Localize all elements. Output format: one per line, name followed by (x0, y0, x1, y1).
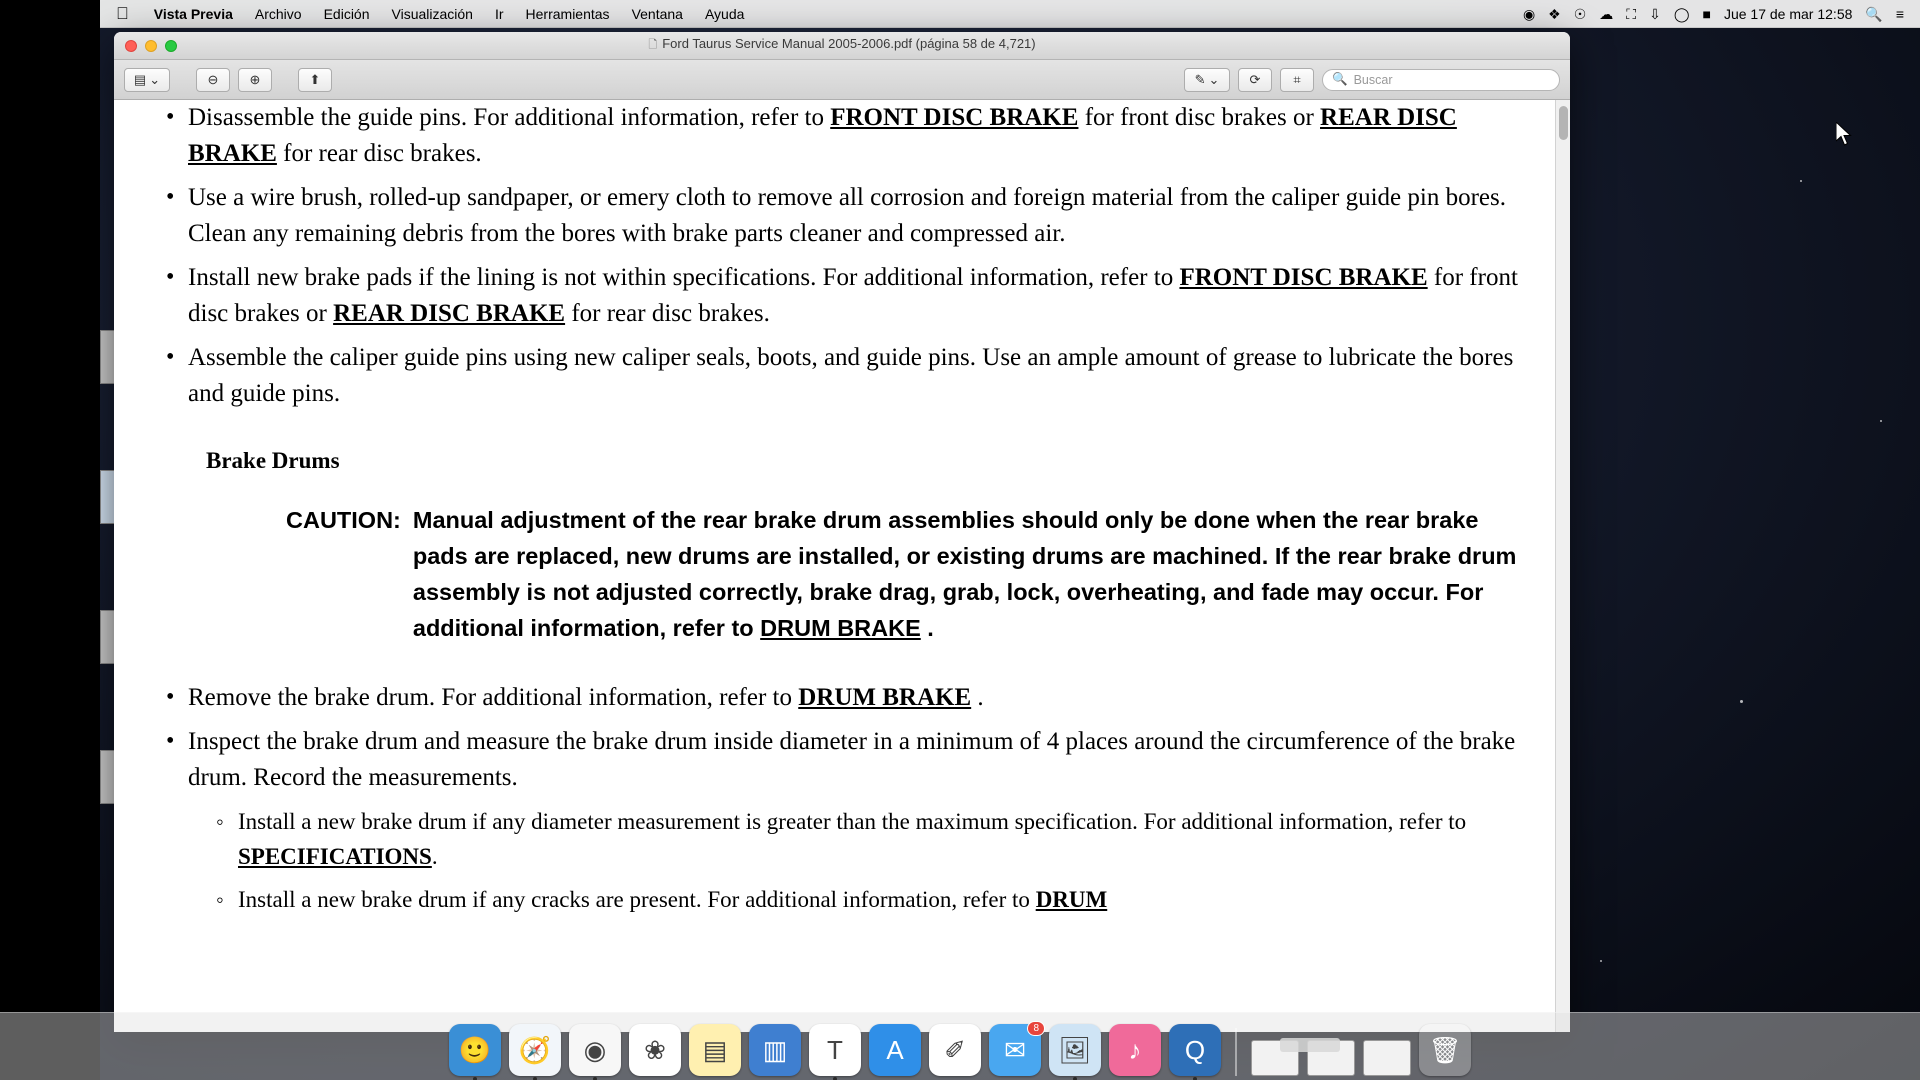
section-heading: Brake Drums (206, 448, 340, 473)
menu-bar (100, 0, 1920, 28)
text-run: for rear disc brakes. (276, 140, 482, 167)
window-content (114, 100, 1570, 1032)
chevron-down-icon: ⌄ (149, 71, 161, 87)
cross-reference-link[interactable]: DRUM (1035, 887, 1108, 912)
textedit-icon[interactable] (809, 1024, 861, 1076)
screen-icon[interactable]: ⛶ (1626, 5, 1637, 22)
text-run: Remove the brake drum. For additional information, refer to (188, 684, 799, 711)
dock-badge: 8 (1027, 1021, 1045, 1036)
cross-reference-link[interactable]: FRONT DISC BRAKE (1179, 264, 1428, 291)
window-title-text: Ford Taurus Service Manual 2005-2006.pdf (página 58 de 4,721) (662, 36, 1036, 51)
notification-center-icon[interactable]: ≡ (1895, 5, 1904, 22)
menu-item-archivo[interactable]: Archivo (242, 5, 289, 22)
text-run: Disassemble the guide pins. For additional information, refer to (188, 104, 831, 131)
window-title (114, 36, 1570, 55)
chrome-icon[interactable] (569, 1024, 621, 1076)
bullet-item (158, 340, 1524, 412)
menu-item-edicion[interactable]: Edición (310, 5, 357, 22)
share-button[interactable] (298, 68, 332, 92)
dock-icon-glyph: ▥ (762, 1034, 788, 1065)
crop-icon: ⌗ (1293, 71, 1301, 87)
bluetooth-icon[interactable]: ⇩ (1649, 5, 1661, 22)
shield-icon[interactable]: ☉ (1573, 5, 1587, 22)
pages-icon[interactable] (929, 1024, 981, 1076)
text-run: for rear disc brakes. (565, 300, 770, 327)
menu-item-vista-previa[interactable]: Vista Previa (141, 5, 221, 22)
text-run: for front disc brakes or (1078, 104, 1321, 131)
menu-item-visualizacion[interactable]: Visualización (378, 5, 461, 22)
text-run: . (971, 684, 984, 711)
markup-button[interactable] (1184, 68, 1230, 92)
text-run: Install new brake pads if the lining is not within specifications. For additional information, refer to (188, 264, 1180, 291)
wifi-icon[interactable]: ◯ (1673, 5, 1690, 22)
text-run: . (920, 615, 934, 641)
mail-icon[interactable] (989, 1024, 1041, 1076)
chevron-down-icon: ⌄ (1208, 71, 1220, 87)
bullet-item (158, 680, 1524, 716)
dock-icon-glyph: 🖼 (1058, 1034, 1092, 1065)
crop-button[interactable] (1280, 68, 1314, 92)
sub-bullet-list (210, 804, 1524, 917)
qbittorrent-icon[interactable] (1169, 1024, 1221, 1076)
bullet-list-bottom (158, 680, 1524, 796)
dropbox-icon[interactable]: ❖ (1548, 5, 1561, 22)
preview-window (114, 32, 1570, 1032)
zoom-out-button[interactable] (196, 68, 230, 92)
menu-bar-status-area (1523, 6, 1920, 22)
pdf-page-content (158, 100, 1524, 917)
share-icon: ⬆ (309, 71, 321, 87)
text-run: Install a new brake drum if any cracks are present. For additional information, refer to (238, 887, 1036, 912)
appstore-icon[interactable] (869, 1024, 921, 1076)
sub-bullet-item (210, 804, 1524, 874)
dock-icon-glyph: ♪ (1128, 1034, 1142, 1065)
menu-bar-clock[interactable]: Jue 17 de mar 12:58 (1723, 5, 1853, 22)
markup-pen-icon: ✎ (1194, 71, 1206, 87)
cross-reference-link[interactable]: DRUM BRAKE (760, 615, 921, 641)
bullet-item (158, 180, 1524, 252)
apple-icon[interactable] (100, 5, 143, 22)
zoom-in-button[interactable] (238, 68, 272, 92)
scrollbar-thumb[interactable] (1559, 106, 1568, 140)
text-run: Install a new brake drum if any diameter measurement is greater than the maximum specification. For additional information, refer to (238, 809, 1467, 834)
finder-icon[interactable] (449, 1024, 501, 1076)
search-icon: 🔍 (1332, 72, 1348, 86)
sidebar-icon: ▤ (133, 71, 147, 87)
battery-icon[interactable]: ■ (1702, 5, 1711, 22)
bullet-item (158, 100, 1524, 172)
caution-text (413, 502, 1524, 646)
cross-reference-link[interactable]: SPECIFICATIONS (238, 844, 432, 869)
dock-icon-glyph: 🙂 (458, 1034, 492, 1065)
menu-item-ayuda[interactable]: Ayuda (692, 5, 732, 22)
window-toolbar (114, 60, 1570, 100)
dock-icon-glyph: T (827, 1034, 843, 1065)
caution-block (286, 502, 1524, 646)
keynote-icon[interactable] (749, 1024, 801, 1076)
mouse-cursor (1836, 122, 1854, 148)
text-run: Inspect the brake drum and measure the brake drum inside diameter in a minimum of 4 places around the circumference of the brake drum. Record the measurements. (188, 728, 1516, 791)
cross-reference-link[interactable]: REAR DISC BRAKE (333, 300, 566, 327)
dock-items (449, 1024, 1221, 1076)
photos-icon[interactable] (629, 1024, 681, 1076)
text-run: Assemble the caliper guide pins using new caliper seals, boots, and guide pins. Use an ample amount of grease to lubricate the bores and guide pins. (188, 344, 1514, 407)
trash-icon[interactable] (1419, 1024, 1471, 1076)
toolbar-right-group (1184, 68, 1560, 92)
search-placeholder: Buscar (1353, 72, 1393, 87)
dock-icon-glyph: 🧭 (518, 1034, 552, 1065)
cross-reference-link[interactable]: REAR DISC BRAKE (188, 104, 1457, 167)
pdf-page[interactable] (114, 100, 1570, 1032)
text-run: for front disc brakes or (188, 264, 1518, 327)
cloud-icon[interactable]: ☁ (1599, 5, 1614, 22)
vertical-scrollbar[interactable] (1555, 100, 1570, 1032)
dock-icon-glyph: ◉ (583, 1034, 607, 1065)
bullet-item (158, 260, 1524, 332)
text-run: . (431, 844, 438, 869)
dock-icon-glyph: A (886, 1034, 904, 1065)
pdf-document-icon: 🗋 (648, 39, 658, 51)
bullet-item (158, 724, 1524, 796)
safari-icon[interactable] (509, 1024, 561, 1076)
dock-icon-glyph: ✉ (1004, 1034, 1026, 1065)
dock-separator (1235, 1028, 1237, 1076)
caution-label: CAUTION: (286, 507, 401, 533)
zoom-out-icon: ⊖ (207, 71, 219, 87)
minimized-window-3[interactable] (1363, 1040, 1411, 1076)
trash-glyph: 🗑 (1428, 1034, 1462, 1065)
itunes-icon[interactable] (1109, 1024, 1161, 1076)
menu-item-ventana[interactable]: Ventana (618, 5, 671, 22)
zoom-in-icon: ⊕ (249, 71, 261, 87)
dock-icon-glyph: ▤ (702, 1034, 728, 1065)
search-input[interactable] (1322, 69, 1560, 91)
preview-icon[interactable] (1049, 1024, 1101, 1076)
dock-icon-glyph: ✐ (944, 1034, 966, 1065)
menu-item-herramientas[interactable]: Herramientas (512, 5, 597, 22)
rotate-button[interactable] (1238, 68, 1272, 92)
dock-icon-glyph: Q (1184, 1034, 1206, 1065)
sidebar-toggle-button[interactable] (124, 68, 170, 92)
menu-item-ir[interactable]: Ir (482, 5, 491, 22)
sub-bullet-item (210, 882, 1524, 917)
cross-reference-link[interactable]: FRONT DISC BRAKE (830, 104, 1079, 131)
notes-icon[interactable] (689, 1024, 741, 1076)
text-run: Use a wire brush, rolled-up sandpaper, or emery cloth to remove all corrosion and foreign material from the caliper guide pin bores. Clean any remaining debris from the bores with brake parts cleaner and compressed air. (188, 184, 1506, 247)
rotate-icon: ⟳ (1249, 71, 1261, 87)
text-run: Manual adjustment of the rear brake drum assemblies should only be done when the rear brake pads are replaced, new drums are installed, or existing drums are machined. If the rear brake drum assembly is not adjusted correctly, brake drag, grab, lock, overheating, and fade may occur. For additional information, refer to (412, 507, 1517, 641)
dock-icon-glyph: ❀ (644, 1034, 666, 1065)
bullet-list-top (158, 100, 1524, 412)
dock-indicator (1280, 1038, 1340, 1052)
record-icon[interactable]: ◉ (1522, 5, 1536, 22)
search-icon[interactable]: 🔍 (1865, 5, 1883, 22)
cross-reference-link[interactable]: DRUM BRAKE (798, 684, 972, 711)
dock (0, 1012, 1920, 1080)
window-title-bar[interactable] (114, 32, 1570, 60)
